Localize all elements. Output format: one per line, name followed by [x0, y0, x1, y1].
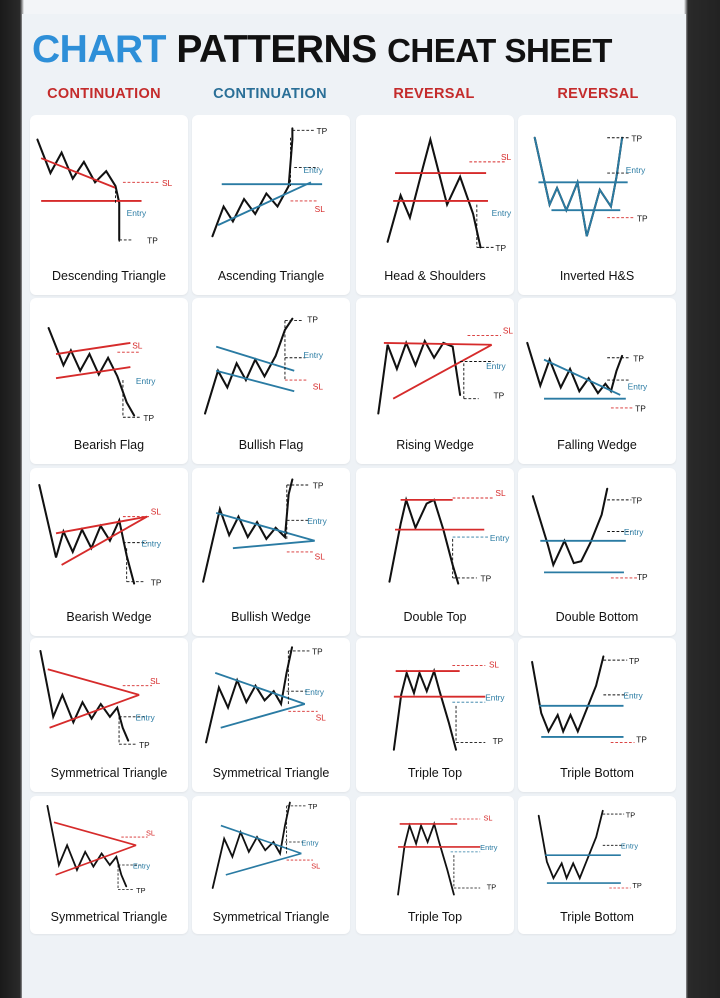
pattern-card-triple-bottom [518, 638, 676, 792]
entry-label: Entry [303, 165, 324, 176]
tp-label-2: TP [632, 881, 642, 890]
price-line [39, 485, 134, 584]
pattern-card-head-shoulders [356, 115, 514, 295]
cheat-sheet [22, 14, 686, 998]
sl-label: SL [502, 325, 514, 336]
price-line [394, 671, 456, 750]
pattern-card-triple-top [356, 638, 514, 792]
entry-label: Entry [489, 532, 510, 543]
tp-label: TP [307, 314, 318, 325]
page-title [32, 28, 612, 72]
pattern-diagram [356, 472, 514, 616]
price-line [378, 341, 460, 413]
tp-label-2: TP [636, 213, 648, 224]
pattern-name: Triple Top [407, 766, 463, 780]
price-line [212, 128, 292, 236]
entry-label: Entry [135, 375, 156, 386]
price-line [398, 824, 454, 895]
sl-label: SL [132, 340, 143, 351]
pattern-diagram [356, 121, 514, 267]
sl-label: SL [150, 676, 161, 686]
pattern-name: Rising Wedge [396, 438, 474, 452]
entry-label: Entry [132, 861, 151, 871]
pattern-name: Symmetrical Triangle [50, 910, 168, 924]
pattern-diagram [30, 472, 188, 616]
tp-label: TP [150, 577, 162, 588]
price-line-blue [535, 138, 622, 237]
entry-label: Entry [301, 838, 319, 848]
pattern-card-symmetrical-triangle-bear [30, 796, 188, 934]
tp-label-2: TP [636, 735, 647, 745]
pattern-name: Descending Triangle [52, 269, 166, 283]
triangle-bottom [50, 695, 140, 728]
tp-label: TP [625, 810, 636, 820]
pattern-name: Falling Wedge [557, 438, 637, 452]
price-line [388, 140, 481, 248]
triangle-top [54, 822, 136, 845]
pattern-diagram [518, 796, 676, 911]
pattern-diagram [30, 121, 188, 267]
entry-label: Entry [485, 693, 505, 703]
pattern-name: Symmetrical Triangle [50, 766, 168, 780]
tp-label: TP [631, 133, 643, 144]
sl-label: SL [500, 152, 512, 163]
tp-label: TP [631, 495, 643, 506]
tp-label: TP [493, 390, 505, 401]
pattern-name: Symmetrical Triangle [212, 910, 330, 924]
tp-label: TP [312, 480, 324, 491]
price-line [49, 328, 135, 415]
column-header-4: REVERSAL [557, 86, 639, 102]
pattern-diagram [518, 640, 676, 768]
triangle-top [48, 669, 139, 695]
pattern-name: Symmetrical Triangle [212, 766, 330, 780]
tp-label: TP [480, 573, 492, 584]
pattern-card-inverted-hs [518, 115, 676, 295]
pattern-card-bearish-flag [30, 298, 188, 464]
column-header-1: CONTINUATION [47, 86, 161, 102]
sl-label: SL [145, 828, 155, 838]
tp-label: TP [136, 885, 146, 895]
sl-label: SL [161, 178, 173, 189]
entry-label: Entry [141, 538, 162, 549]
column-header-3: REVERSAL [393, 86, 475, 102]
pattern-name: Triple Top [407, 910, 463, 924]
tp-label: TP [307, 802, 318, 812]
entry-label: Entry [623, 527, 644, 538]
triangle-bottom [221, 704, 305, 728]
sl-label: SL [314, 204, 325, 215]
title-word-cheat-sheet: CHEAT SHEET [387, 32, 612, 69]
pattern-diagram [30, 796, 188, 911]
pattern-card-bullish-wedge [192, 468, 350, 636]
pattern-card-descending-triangle [30, 115, 188, 295]
tp-label: TP [147, 235, 158, 246]
pattern-diagram [356, 796, 514, 911]
pattern-diagram [192, 121, 350, 267]
triangle-bottom [226, 854, 302, 875]
sl-label: SL [312, 381, 324, 392]
sl-label: SL [488, 660, 500, 670]
flag-bottom [56, 367, 130, 378]
triangle-bottom [56, 845, 137, 875]
title-word-patterns: PATTERNS [176, 28, 377, 71]
pattern-diagram [356, 302, 514, 446]
price-line [539, 811, 603, 878]
pattern-diagram [30, 302, 188, 446]
entry-label: Entry [486, 360, 506, 371]
pattern-diagram [192, 302, 350, 446]
tp-label: TP [312, 647, 323, 657]
pattern-card-rising-wedge [356, 298, 514, 464]
tp-label: TP [495, 243, 507, 254]
tp-label: TP [486, 882, 497, 892]
pattern-name: Triple Bottom [560, 910, 634, 924]
pattern-diagram [518, 121, 676, 267]
pattern-diagram [30, 640, 188, 768]
tp-label: TP [316, 126, 328, 137]
pattern-card-double-bottom [518, 468, 676, 636]
pattern-card-bearish-wedge [30, 468, 188, 636]
pattern-card-ascending-triangle [192, 115, 350, 295]
entry-label: Entry [303, 349, 324, 360]
pattern-card-symmetrical-triangle-bull [192, 796, 350, 934]
tp-label-2: TP [635, 403, 646, 414]
pattern-card-bullish-flag [192, 298, 350, 464]
pattern-name: Triple Bottom [560, 766, 634, 780]
pattern-name: Bearish Wedge [66, 610, 152, 624]
entry-label: Entry [304, 687, 325, 697]
entry-label: Entry [480, 843, 498, 853]
tp-label-2: TP [636, 571, 648, 582]
pattern-diagram [518, 302, 676, 446]
sl-label: SL [150, 506, 162, 517]
price-line [37, 140, 119, 240]
tp-label: TP [633, 353, 644, 364]
entry-label: Entry [625, 165, 646, 176]
tp-label: TP [139, 740, 150, 750]
title-word-chart: CHART [32, 28, 166, 71]
triangle-top [215, 673, 305, 704]
wedge-top [384, 343, 492, 345]
wedge-top [544, 360, 620, 395]
pattern-diagram [192, 796, 350, 911]
pattern-name: Inverted H&S [559, 269, 635, 283]
sl-label: SL [315, 713, 326, 723]
pattern-card-triple-top [356, 796, 514, 934]
entry-label: Entry [623, 691, 643, 701]
wedge-bottom [233, 541, 315, 548]
price-line [527, 343, 622, 393]
pattern-name: Double Bottom [555, 610, 639, 624]
pattern-diagram [356, 640, 514, 768]
price-line [533, 489, 607, 565]
pattern-diagram [192, 472, 350, 616]
tp-label: TP [629, 656, 640, 666]
support-line [218, 182, 311, 225]
pattern-card-symmetrical-triangle-bear [30, 638, 188, 792]
pattern-name: Head & Shoulders [384, 269, 486, 283]
pattern-name: Ascending Triangle [217, 269, 325, 283]
wedge-bottom [393, 345, 492, 399]
pattern-card-triple-bottom [518, 796, 676, 934]
pattern-name: Double Top [403, 610, 467, 624]
tp-label: TP [492, 737, 504, 747]
pattern-card-falling-wedge [518, 298, 676, 464]
price-line [389, 500, 458, 584]
sl-label: SL [314, 551, 325, 562]
pattern-name: Bullish Flag [238, 438, 304, 452]
entry-label: Entry [491, 207, 512, 218]
sl-label: SL [495, 488, 506, 499]
entry-label: Entry [135, 713, 155, 723]
pattern-diagram [192, 640, 350, 768]
price-line [532, 656, 603, 731]
sl-label: SL [311, 861, 321, 871]
sl-label: SL [483, 813, 493, 823]
entry-label: Entry [627, 381, 648, 392]
triangle-top [221, 826, 302, 854]
tp-label: TP [143, 412, 155, 423]
pattern-card-double-top [356, 468, 514, 636]
pattern-card-symmetrical-triangle-bull [192, 638, 350, 792]
pattern-name: Bearish Flag [73, 438, 145, 452]
entry-label: Entry [126, 207, 147, 218]
pattern-diagram [518, 472, 676, 616]
column-header-2: CONTINUATION [213, 86, 327, 102]
entry-label: Entry [620, 841, 639, 851]
pattern-name: Bullish Wedge [231, 610, 311, 624]
flag-top [216, 347, 294, 371]
entry-label: Entry [307, 516, 327, 527]
